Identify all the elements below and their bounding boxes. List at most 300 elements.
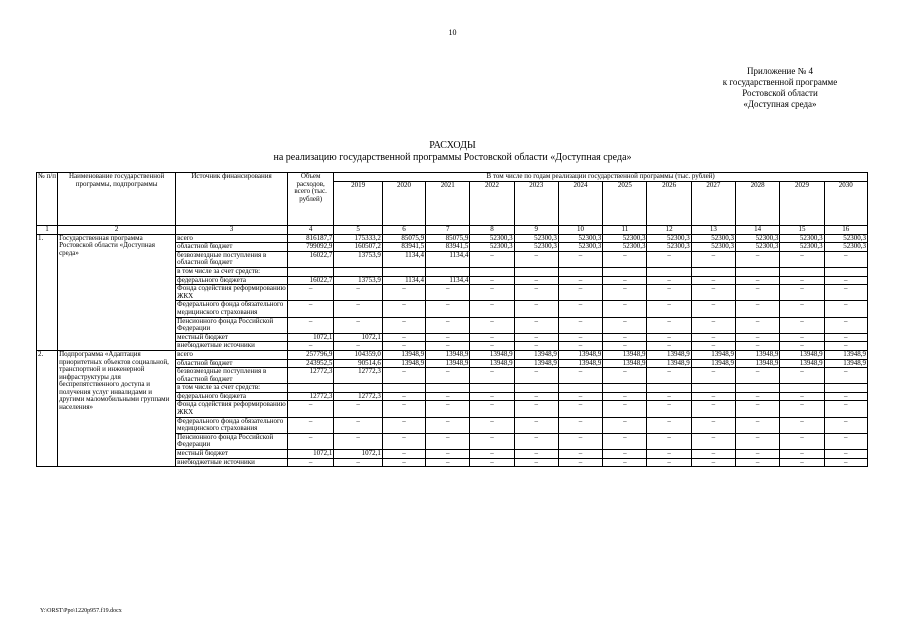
year-value: 52300,3 (603, 234, 647, 243)
document-title (0, 140, 905, 164)
column-number: 12 (647, 226, 691, 235)
year-value: – (382, 417, 425, 433)
column-number: 14 (736, 226, 780, 235)
total-volume: – (287, 301, 333, 317)
year-value: – (382, 368, 425, 384)
year-value: 13948,9 (691, 350, 735, 359)
year-value (647, 267, 691, 276)
year-value: – (426, 433, 470, 449)
year-value: – (426, 285, 470, 301)
year-value: 52300,3 (780, 243, 824, 252)
funding-source: местный бюджет (176, 450, 288, 459)
year-value (382, 267, 425, 276)
total-volume: 799092,9 (287, 243, 333, 252)
header-year-2022: 2022 (470, 182, 514, 226)
header-name: Наименование государственной программы, подпрограммы (58, 173, 176, 226)
year-value: – (603, 417, 647, 433)
year-value: – (558, 333, 602, 342)
year-value: – (426, 333, 470, 342)
year-value: 13948,9 (603, 350, 647, 359)
year-value: – (334, 433, 383, 449)
year-value: – (603, 392, 647, 401)
year-value: – (470, 392, 514, 401)
year-value: 1072,1 (334, 333, 383, 342)
year-value: – (736, 433, 780, 449)
year-value: 160507,2 (334, 243, 383, 252)
year-value: – (382, 401, 425, 417)
header-year-2025: 2025 (603, 182, 647, 226)
header-year-2021: 2021 (426, 182, 470, 226)
column-number: 11 (603, 226, 647, 235)
year-value: 13948,9 (736, 350, 780, 359)
year-value: – (426, 401, 470, 417)
year-value (558, 267, 602, 276)
year-value: – (780, 433, 824, 449)
year-value: – (824, 401, 867, 417)
year-value: – (691, 401, 735, 417)
year-value: 1134,4 (382, 251, 425, 267)
column-number: 2 (58, 226, 176, 235)
year-value: – (780, 251, 824, 267)
year-value: – (824, 433, 867, 449)
year-value: – (382, 285, 425, 301)
year-value: – (736, 417, 780, 433)
year-value: 13948,9 (691, 359, 735, 368)
year-value: – (514, 433, 558, 449)
column-number: 10 (558, 226, 602, 235)
year-value: – (647, 285, 691, 301)
total-volume: – (287, 401, 333, 417)
year-value: – (382, 450, 425, 459)
header-year-2029: 2029 (780, 182, 824, 226)
year-value: – (736, 317, 780, 333)
year-value: 13948,9 (603, 359, 647, 368)
year-value: – (736, 368, 780, 384)
year-value: – (647, 368, 691, 384)
year-value: 13948,9 (647, 359, 691, 368)
year-value: – (470, 301, 514, 317)
year-value (736, 384, 780, 393)
column-number: 13 (691, 226, 735, 235)
year-value: – (647, 458, 691, 467)
year-value: – (558, 401, 602, 417)
year-value: – (514, 392, 558, 401)
year-value: – (647, 317, 691, 333)
year-value: – (426, 301, 470, 317)
year-value: 85075,9 (426, 234, 470, 243)
funding-source: федерального бюджета (176, 276, 288, 285)
expenses-table (36, 172, 868, 467)
year-value: – (382, 301, 425, 317)
header-source: Источник финансирования (176, 173, 288, 226)
program-number: 1. (37, 234, 58, 350)
year-value: – (824, 317, 867, 333)
year-value: – (780, 450, 824, 459)
year-value: – (382, 392, 425, 401)
year-value: – (470, 317, 514, 333)
funding-source: федерального бюджета (176, 392, 288, 401)
year-value: – (780, 333, 824, 342)
column-number: 16 (824, 226, 867, 235)
total-volume (287, 384, 333, 393)
total-volume: 816187,7 (287, 234, 333, 243)
year-value: 13948,9 (382, 350, 425, 359)
year-value: – (691, 417, 735, 433)
header-year-2028: 2028 (736, 182, 780, 226)
total-volume: 16022,7 (287, 276, 333, 285)
total-volume: 1072,1 (287, 333, 333, 342)
header-no: № п/п (37, 173, 58, 226)
year-value (382, 384, 425, 393)
year-value: – (780, 368, 824, 384)
file-path-footer: Y:\ORST\Ppo\1220p957.f19.docx (40, 608, 122, 614)
year-value: – (647, 433, 691, 449)
header-year-2024: 2024 (558, 182, 602, 226)
year-value: – (514, 333, 558, 342)
year-value: – (824, 285, 867, 301)
year-value: 85075,9 (382, 234, 425, 243)
year-value: – (382, 333, 425, 342)
funding-source: безвозмездные поступления в областной бюджет (176, 368, 288, 384)
year-value: – (334, 301, 383, 317)
year-value: – (691, 368, 735, 384)
year-value: 13948,9 (558, 359, 602, 368)
header-year-2020: 2020 (382, 182, 425, 226)
year-value: – (691, 458, 735, 467)
year-value: 52300,3 (558, 234, 602, 243)
appendix-line: к государственной программе (722, 77, 838, 87)
year-value: – (603, 342, 647, 351)
year-value: – (470, 276, 514, 285)
year-value: – (603, 333, 647, 342)
year-value: – (736, 401, 780, 417)
year-value (558, 384, 602, 393)
year-value: – (426, 342, 470, 351)
year-value: – (514, 251, 558, 267)
total-volume: 257796,9 (287, 350, 333, 359)
year-value: 52300,3 (470, 243, 514, 252)
year-value (426, 267, 470, 276)
appendix-line: Приложение № 4 (747, 66, 813, 76)
year-value: – (780, 417, 824, 433)
column-number: 6 (382, 226, 425, 235)
year-value: – (334, 417, 383, 433)
year-value: 1134,4 (382, 276, 425, 285)
column-number: 9 (514, 226, 558, 235)
year-value: – (470, 458, 514, 467)
funding-source: областной бюджет (176, 359, 288, 368)
year-value: – (558, 251, 602, 267)
program-name: Государственная программа Ростовской области «Доступная среда» (58, 234, 176, 350)
year-value: – (334, 342, 383, 351)
year-value: – (470, 450, 514, 459)
year-value: – (514, 450, 558, 459)
year-value (470, 384, 514, 393)
year-value: 52300,3 (824, 243, 867, 252)
year-value: – (691, 251, 735, 267)
year-value: – (558, 342, 602, 351)
year-value: – (780, 301, 824, 317)
year-value: – (558, 317, 602, 333)
year-value: 1134,4 (426, 251, 470, 267)
year-value (603, 384, 647, 393)
year-value: – (691, 301, 735, 317)
year-value: – (691, 333, 735, 342)
year-value: 13948,9 (824, 350, 867, 359)
funding-source: внебюджетные источники (176, 342, 288, 351)
year-value: – (691, 433, 735, 449)
year-value: – (736, 333, 780, 342)
year-value: – (736, 392, 780, 401)
year-value: 13948,9 (824, 359, 867, 368)
year-value: – (691, 285, 735, 301)
year-value: – (514, 276, 558, 285)
year-value: – (824, 368, 867, 384)
year-value (691, 384, 735, 393)
year-value: – (824, 392, 867, 401)
total-volume: – (287, 317, 333, 333)
table-row (37, 234, 868, 243)
year-value: – (736, 450, 780, 459)
year-value: – (558, 433, 602, 449)
year-value: 13948,9 (736, 359, 780, 368)
program-name: Подпрограмма «Адаптация приоритетных объектов социальной, транспортной и инженерной инфраструктуры для беспрепятственного доступа и получения услуг инвалидами и другими маломобильными группами населения» (58, 350, 176, 466)
year-value: 52300,3 (558, 243, 602, 252)
column-number: 4 (287, 226, 333, 235)
total-volume: 12772,3 (287, 392, 333, 401)
year-value: – (470, 368, 514, 384)
year-value: 52300,3 (691, 234, 735, 243)
year-value: 52300,3 (736, 234, 780, 243)
year-value: – (603, 285, 647, 301)
year-value: – (558, 417, 602, 433)
total-volume: – (287, 433, 333, 449)
table-row (37, 350, 868, 359)
year-value: – (824, 450, 867, 459)
year-value: – (647, 301, 691, 317)
year-value: 52300,3 (514, 243, 558, 252)
year-value: 13948,9 (426, 359, 470, 368)
total-volume: – (287, 417, 333, 433)
year-value: – (824, 458, 867, 467)
year-value: – (426, 458, 470, 467)
year-value: – (470, 285, 514, 301)
year-value: – (691, 450, 735, 459)
total-volume: 16022,7 (287, 251, 333, 267)
year-value (824, 267, 867, 276)
year-value (647, 384, 691, 393)
year-value: – (780, 392, 824, 401)
year-value: – (603, 276, 647, 285)
year-value: – (824, 276, 867, 285)
year-value (514, 384, 558, 393)
column-number: 3 (176, 226, 288, 235)
title-subtitle: на реализацию государственной программы Ростовской области «Доступная среда» (273, 152, 632, 163)
year-value: – (647, 276, 691, 285)
program-number: 2. (37, 350, 58, 466)
year-value: – (558, 392, 602, 401)
total-volume (287, 267, 333, 276)
year-value: – (334, 285, 383, 301)
year-value: – (691, 276, 735, 285)
year-value: – (603, 368, 647, 384)
year-value (334, 267, 383, 276)
year-value: – (824, 301, 867, 317)
year-value (603, 267, 647, 276)
year-value (691, 267, 735, 276)
year-value: – (647, 333, 691, 342)
year-value: 13948,9 (514, 350, 558, 359)
appendix-line: Ростовской области (742, 88, 818, 98)
year-value: 83941,5 (426, 243, 470, 252)
year-value: 13948,9 (470, 350, 514, 359)
year-value: – (647, 251, 691, 267)
year-value: 83941,5 (382, 243, 425, 252)
column-number: 15 (780, 226, 824, 235)
year-value: 13948,9 (426, 350, 470, 359)
funding-source: безвозмездные поступления в областной бюджет (176, 251, 288, 267)
year-value: 175333,2 (334, 234, 383, 243)
year-value: – (780, 276, 824, 285)
header-years-group: В том числе по годам реализации государственной программы (тыс. рублей) (334, 173, 868, 182)
year-value: – (780, 342, 824, 351)
year-value: 12772,3 (334, 392, 383, 401)
year-value: – (514, 301, 558, 317)
year-value: – (603, 458, 647, 467)
year-value: – (691, 392, 735, 401)
year-value: – (736, 301, 780, 317)
year-value: – (736, 251, 780, 267)
year-value (736, 267, 780, 276)
funding-source: Федерального фонда обязательного медицинского страхования (176, 301, 288, 317)
year-value: 13948,9 (514, 359, 558, 368)
year-value: – (426, 450, 470, 459)
year-value: 52300,3 (736, 243, 780, 252)
year-value: 52300,3 (470, 234, 514, 243)
year-value: – (334, 317, 383, 333)
year-value: – (558, 368, 602, 384)
year-value: 13948,9 (780, 350, 824, 359)
year-value: – (382, 458, 425, 467)
year-value (824, 384, 867, 393)
funding-source: Фонда содействия реформированию ЖКХ (177, 284, 286, 300)
year-value: – (470, 333, 514, 342)
year-value: – (780, 458, 824, 467)
year-value: – (558, 458, 602, 467)
funding-source: внебюджетные источники (176, 458, 288, 467)
column-number: 1 (37, 226, 58, 235)
year-value: – (647, 450, 691, 459)
year-value: – (691, 317, 735, 333)
title-line: РАСХОДЫ (429, 140, 476, 151)
year-value: – (558, 301, 602, 317)
year-value (334, 384, 383, 393)
header-year-2026: 2026 (647, 182, 691, 226)
year-value: 104359,0 (334, 350, 383, 359)
year-value (514, 267, 558, 276)
total-volume: 243952,5 (287, 359, 333, 368)
year-value: – (780, 285, 824, 301)
year-value: – (736, 342, 780, 351)
year-value: – (558, 276, 602, 285)
appendix-line: «Доступная среда» (743, 99, 817, 109)
header-volume: Объем расходов, всего (тыс. рублей) (287, 173, 333, 226)
year-value (470, 267, 514, 276)
funding-source: Фонда содействия реформированию ЖКХ (177, 400, 286, 417)
year-value: – (691, 342, 735, 351)
year-value: 12772,3 (334, 368, 383, 384)
year-value: – (824, 417, 867, 433)
year-value: – (382, 317, 425, 333)
year-value: – (514, 368, 558, 384)
year-value: – (514, 458, 558, 467)
year-value: 13753,9 (334, 251, 383, 267)
year-value: – (426, 417, 470, 433)
header-year-2030: 2030 (824, 182, 867, 226)
year-value (780, 384, 824, 393)
year-value: – (382, 342, 425, 351)
year-value: – (603, 433, 647, 449)
year-value: 52300,3 (647, 243, 691, 252)
year-value: 1134,4 (426, 276, 470, 285)
year-value: – (647, 417, 691, 433)
total-volume: – (287, 342, 333, 351)
year-value: – (824, 251, 867, 267)
year-value: 13753,9 (334, 276, 383, 285)
year-value: – (824, 342, 867, 351)
funding-source: Федерального фонда обязательного медицинского страхования (176, 417, 288, 433)
year-value: 13948,9 (558, 350, 602, 359)
funding-source: в том числе за счет средств: (176, 384, 288, 393)
funding-source: в том числе за счет средств: (176, 267, 288, 276)
year-value: – (647, 401, 691, 417)
funding-source: всего (176, 350, 288, 359)
year-value: 90514,6 (334, 359, 383, 368)
header-year-2027: 2027 (691, 182, 735, 226)
year-value: – (426, 368, 470, 384)
year-value: 52300,3 (824, 234, 867, 243)
page-number: 10 (448, 28, 457, 37)
year-value: – (470, 342, 514, 351)
year-value: – (426, 392, 470, 401)
funding-source: Пенсионного фонда Российской Федерации (176, 317, 288, 333)
year-value: – (603, 450, 647, 459)
year-value (426, 384, 470, 393)
year-value: – (514, 342, 558, 351)
year-value: – (780, 401, 824, 417)
year-value: – (514, 417, 558, 433)
year-value: – (514, 401, 558, 417)
year-value: 52300,3 (780, 234, 824, 243)
total-volume: 12772,3 (287, 368, 333, 384)
year-value: – (603, 251, 647, 267)
year-value: 13948,9 (470, 359, 514, 368)
year-value: 52300,3 (514, 234, 558, 243)
column-number: 5 (334, 226, 383, 235)
total-volume: 1072,1 (287, 450, 333, 459)
year-value: 52300,3 (691, 243, 735, 252)
header-year-2019: 2019 (334, 182, 383, 226)
year-value: – (334, 401, 383, 417)
year-value: – (647, 392, 691, 401)
year-value (780, 267, 824, 276)
total-volume: – (287, 285, 333, 301)
year-value: – (558, 285, 602, 301)
funding-source: местный бюджет (176, 333, 288, 342)
funding-source: областной бюджет (176, 243, 288, 252)
year-value: 52300,3 (647, 234, 691, 243)
column-number: 7 (426, 226, 470, 235)
